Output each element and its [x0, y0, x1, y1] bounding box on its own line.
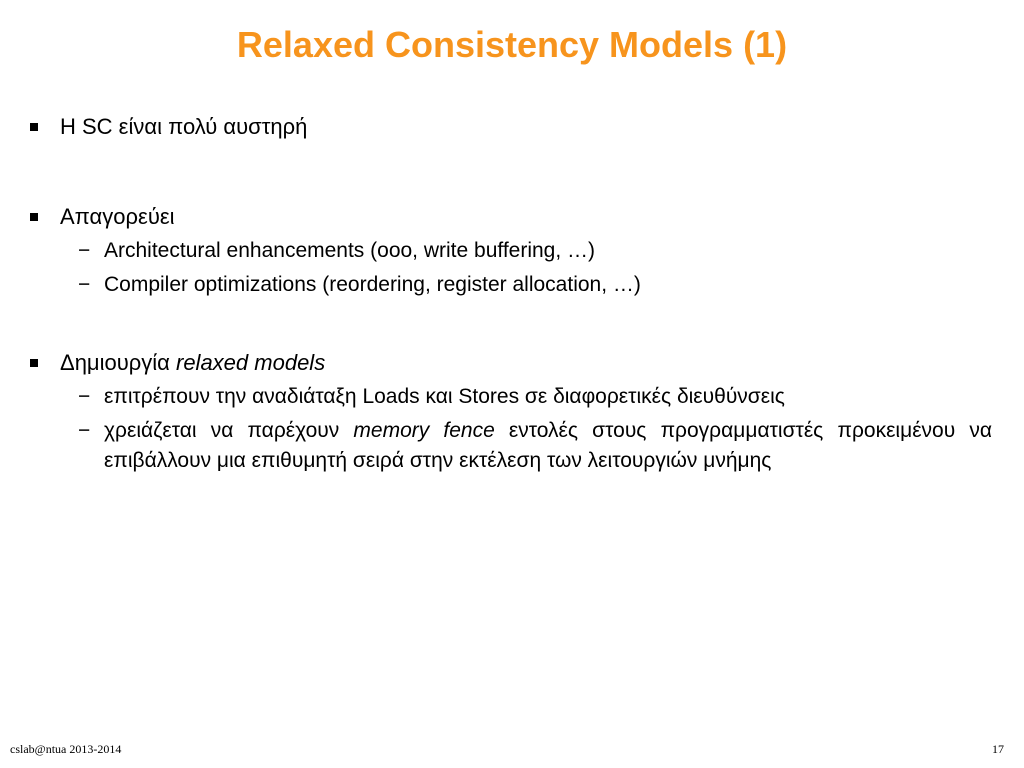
bullet-sc-strict [30, 112, 992, 142]
bullet-text: Απαγορεύει [60, 204, 175, 229]
square-bullet-icon [30, 213, 38, 221]
sub-bullet-text-after: εντολές στους προγραμματιστές προκειμένου να επιβάλλουν μια επιθυμητή σειρά στην εκτέλεση των λειτουργιών μνήμης [104, 419, 993, 472]
sub-bullet-text: Architectural enhancements (ooo, write buffering, …) [104, 239, 596, 262]
bullet-italic-text: relaxed models [176, 350, 326, 375]
dash-icon: − [78, 273, 91, 296]
sub-bullet-text: επιτρέπουν την αναδιάταξη Loads και Stores σε διαφορετικές διευθύνσεις [104, 385, 785, 408]
slide-title: Relaxed Consistency Models (1) [236, 24, 788, 65]
dash-icon: − [78, 239, 91, 262]
sub-bullet-text-before: χρειάζεται να παρέχουν [104, 419, 354, 442]
bullet-forbids [30, 202, 992, 232]
bullet-text: Η SC είναι πολύ αυστηρή [60, 114, 308, 139]
dash-icon: − [78, 419, 91, 442]
footer-credit: cslab@ntua 2013-2014 [10, 742, 122, 756]
sub-bullet-reordering [30, 382, 992, 412]
page-number: 17 [992, 742, 1004, 756]
sub-bullet-architectural [30, 236, 992, 266]
bullet-relaxed-models [30, 348, 992, 378]
sub-bullet-italic-text: memory fence [353, 419, 495, 442]
dash-icon: − [78, 385, 91, 408]
bullet-text: Δημιουργία [60, 350, 176, 375]
sub-bullet-text: Compiler optimizations (reordering, register allocation, …) [104, 273, 641, 296]
square-bullet-icon [30, 359, 38, 367]
sub-bullet-compiler [30, 270, 992, 300]
square-bullet-icon [30, 123, 38, 131]
sub-bullet-memory-fence [30, 416, 992, 476]
slide-content [30, 112, 992, 476]
